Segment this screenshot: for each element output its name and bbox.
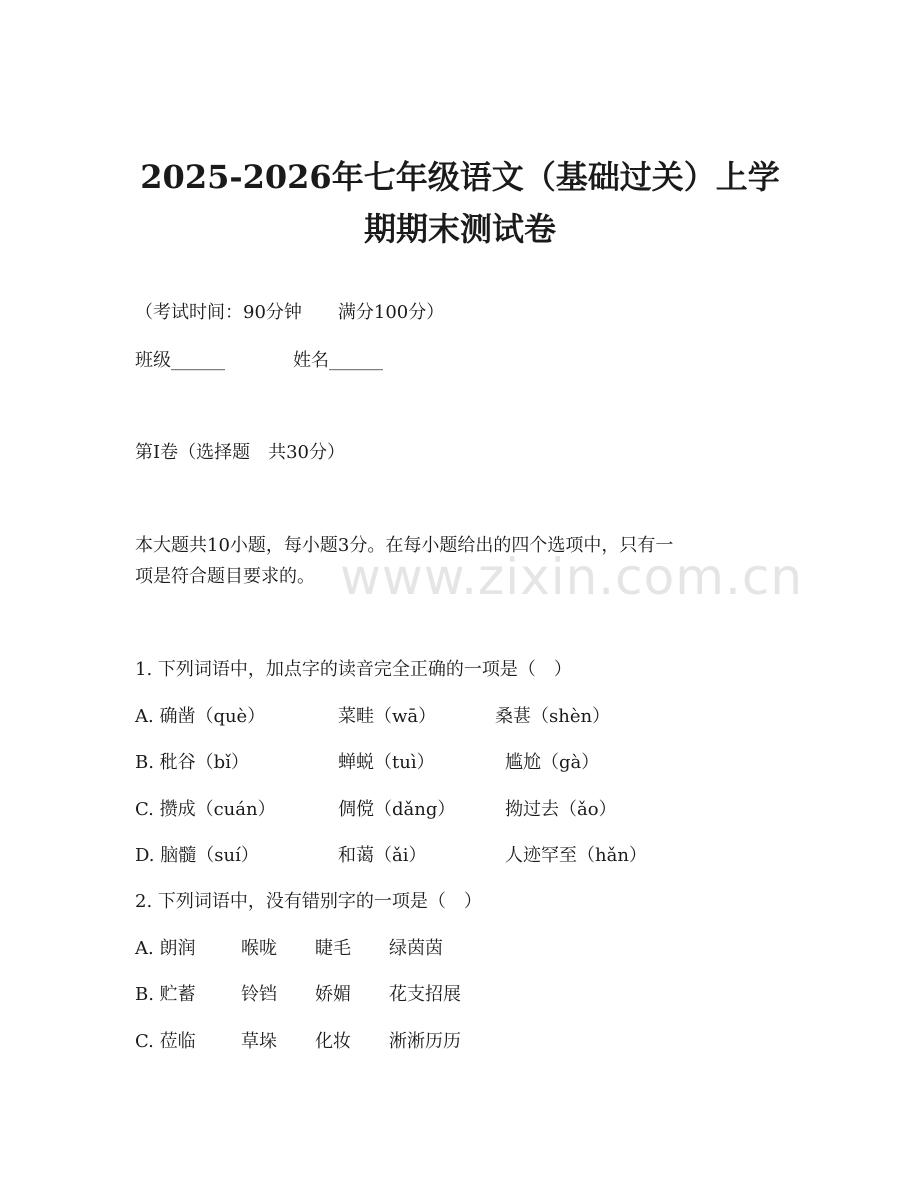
option-b-word-1: B. 贮蓄 [135, 984, 196, 1005]
document-title-line-2: 期期末测试卷 [363, 210, 556, 248]
class-field-label: 班级______ [135, 350, 225, 371]
option-c-word-3: 化妆 [315, 1031, 351, 1052]
option-a-word-3: 睫毛 [315, 938, 351, 959]
question-2-stem: 2. 下列词语中，没有错别字的一项是（ ） [135, 891, 482, 912]
option-c-item-3: 拗过去（ǎo） [505, 799, 617, 820]
option-a-word-1: A. 朗润 [135, 938, 196, 959]
option-b-word-4: 花支招展 [389, 984, 461, 1005]
option-c-word-1: C. 莅临 [135, 1031, 196, 1052]
instructions-line-1: 本大题共10小题，每小题3分。在每小题给出的四个选项中，只有一 [135, 535, 674, 556]
option-c-item-1: C. 攒成（cuán） [135, 799, 276, 820]
option-b-item-2: 蝉蜕（tuì） [338, 752, 435, 773]
option-c-word-4: 淅淅历历 [389, 1031, 461, 1052]
option-d-item-1: D. 脑髓（suí） [135, 845, 259, 866]
option-d-item-3: 人迹罕至（hǎn） [505, 845, 647, 866]
option-b-item-3: 尴尬（gà） [505, 752, 600, 773]
option-b-word-2: 铃铛 [241, 984, 277, 1005]
question-1-stem: 1. 下列词语中，加点字的读音完全正确的一项是（ ） [135, 659, 572, 680]
option-b-word-3: 娇媚 [315, 984, 351, 1005]
option-a-word-4: 绿茵茵 [389, 938, 443, 959]
option-a-item-1: A. 确凿（què） [135, 706, 266, 727]
instructions-line-2: 项是符合题目要求的。 [135, 566, 315, 587]
name-field-label: 姓名______ [293, 350, 383, 371]
option-c-word-2: 草垛 [241, 1031, 277, 1052]
document-title-line-1: 2025-2026年七年级语文（基础过关）上学 [140, 158, 780, 196]
watermark: www.zixin.com.cn [340, 548, 804, 606]
section-title: 第I卷（选择题 共30分） [135, 442, 346, 463]
option-a-item-3: 桑葚（shèn） [495, 706, 611, 727]
option-a-word-2: 喉咙 [241, 938, 277, 959]
option-b-item-1: B. 秕谷（bǐ） [135, 752, 249, 773]
exam-info: （考试时间：90分钟 满分100分） [135, 302, 445, 323]
option-a-item-2: 菜畦（wā） [338, 706, 437, 727]
option-d-item-2: 和蔼（ǎi） [338, 845, 427, 866]
option-c-item-2: 倜傥（dǎng） [338, 799, 456, 820]
